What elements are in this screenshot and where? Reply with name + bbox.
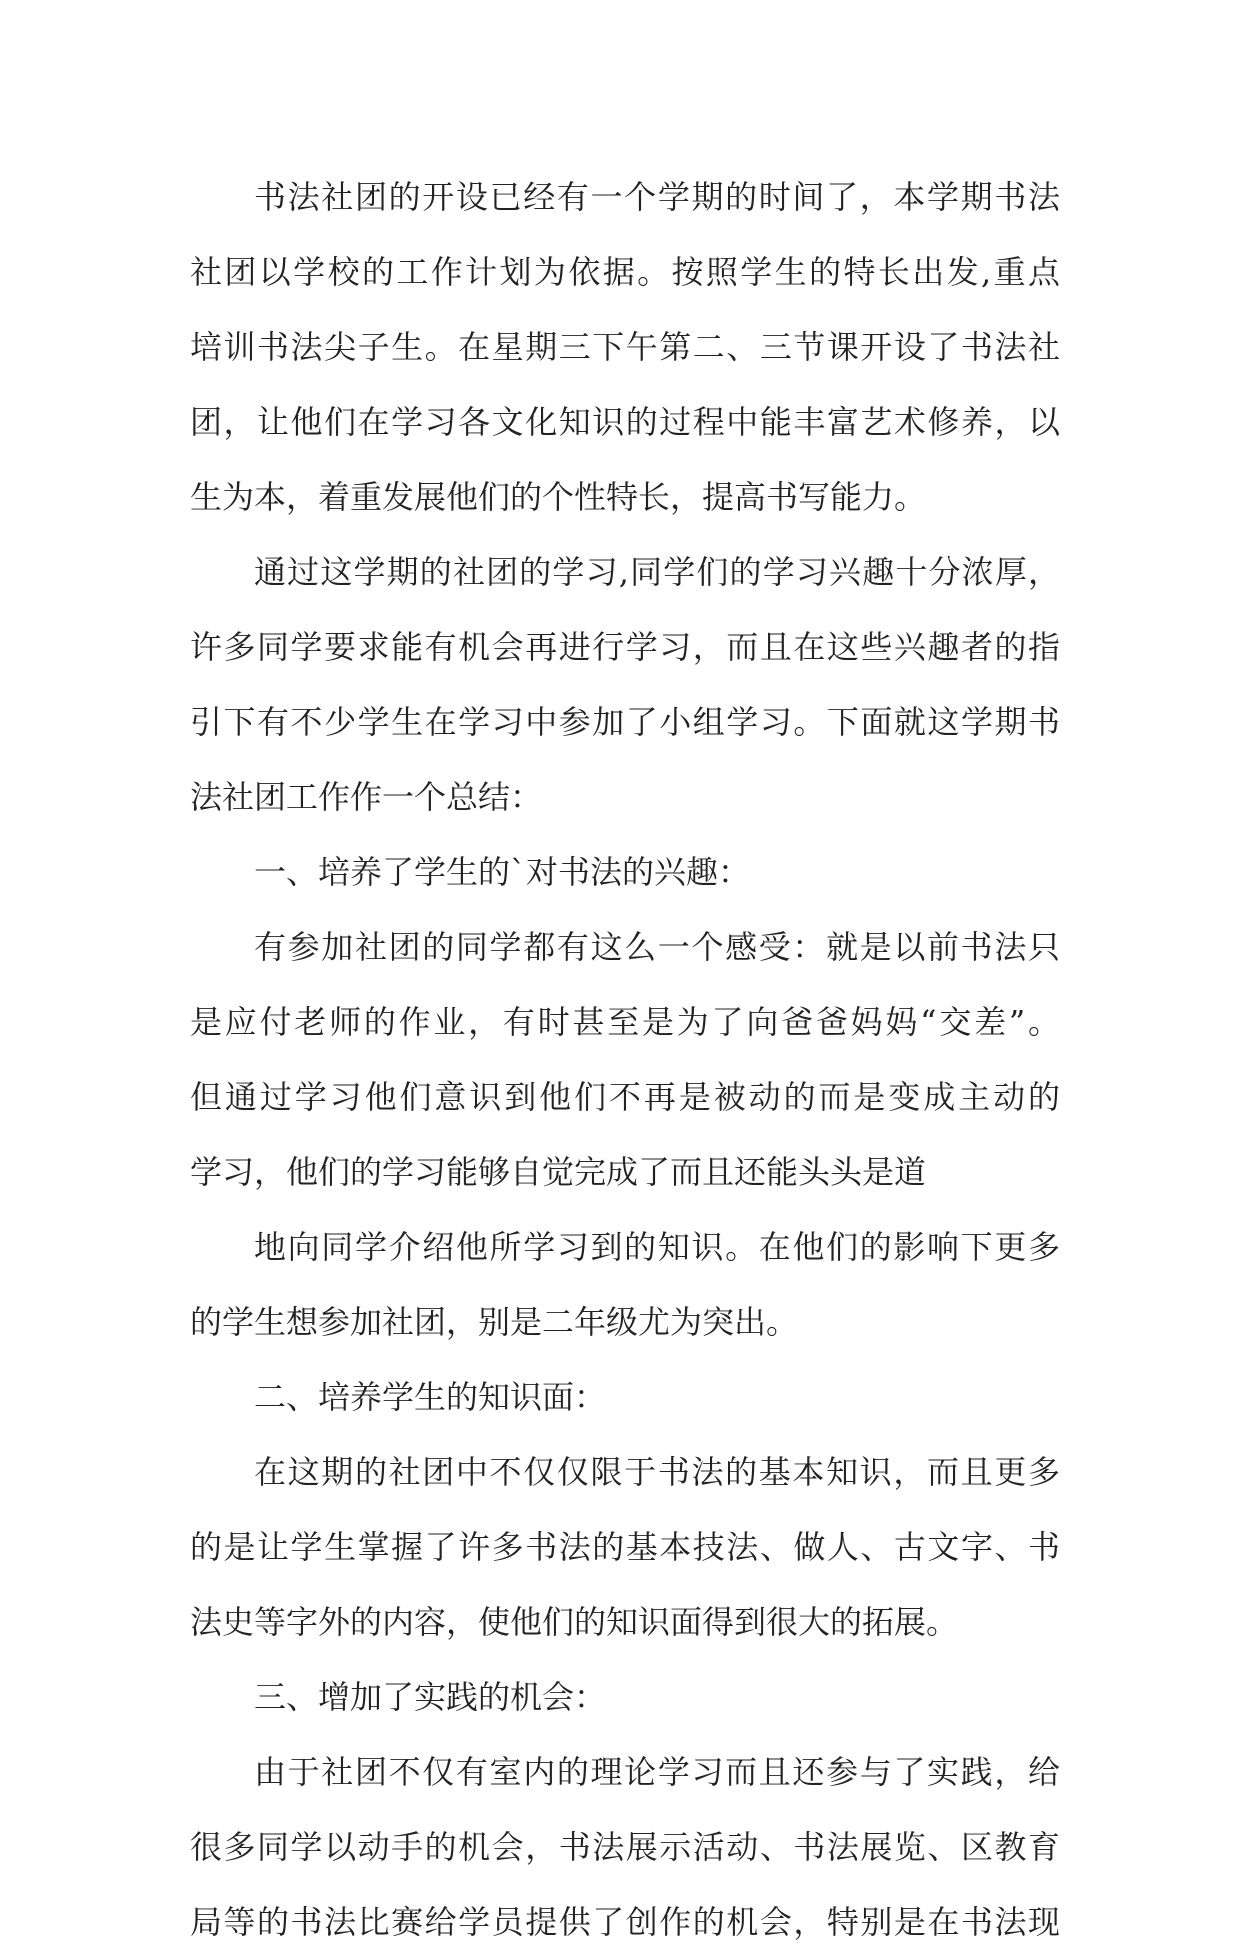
paragraph-3-line-4: 学习，他们的学习能够自觉完成了而且还能头头是道 [190,1153,927,1191]
section-heading-1: 一、培养了学生的`对书法的兴趣： [254,853,751,891]
paragraph-6-line-3: 局等的书法比赛给学员提供了创作的机会，特别是在书法现 [190,1903,1060,1941]
paragraph-3-line-3: 但通过学习他们意识到他们不再是被动的而是变成主动的 [190,1078,1060,1116]
paragraph-1-line-2: 社团以学校的工作计划为依据。按照学生的特长出发,重点 [190,253,1060,291]
paragraph-2-line-4: 法社团工作作一个总结： [190,778,543,816]
section-heading-3: 三、增加了实践的机会： [254,1678,607,1716]
paragraph-1-line-1: 书法社团的开设已经有一个学期的时间了，本学期书法 [254,178,1060,216]
paragraph-5-line-2: 的是让学生掌握了许多书法的基本技法、做人、古文字、书 [190,1528,1060,1566]
paragraph-6-line-2: 很多同学以动手的机会，书法展示活动、书法展览、区教育 [190,1828,1060,1866]
document-body [190,160,1060,1960]
paragraph-5-line-1: 在这期的社团中不仅仅限于书法的基本知识，而且更多 [254,1453,1060,1491]
section-heading-2: 二、培养学生的知识面： [254,1378,607,1416]
paragraph-1-line-3: 培训书法尖子生。在星期三下午第二、三节课开设了书法社 [190,328,1060,366]
paragraph-1-line-4: 团，让他们在学习各文化知识的过程中能丰富艺术修养，以 [190,403,1060,441]
paragraph-1-line-5: 生为本，着重发展他们的个性特长，提高书写能力。 [190,478,927,516]
paragraph-4-line-2: 的学生想参加社团，别是二年级尤为突出。 [190,1303,799,1341]
paragraph-2-line-1: 通过这学期的社团的学习,同学们的学习兴趣十分浓厚， [254,553,1060,591]
paragraph-2-line-2: 许多同学要求能有机会再进行学习，而且在这些兴趣者的指 [190,628,1060,666]
paragraph-4-line-1: 地向同学介绍他所学习到的知识。在他们的影响下更多 [254,1228,1060,1266]
paragraph-2-line-3: 引下有不少学生在学习中参加了小组学习。下面就这学期书 [190,703,1060,741]
paragraph-6-line-1: 由于社团不仅有室内的理论学习而且还参与了实践，给 [254,1753,1060,1791]
paragraph-3-line-1: 有参加社团的同学都有这么一个感受：就是以前书法只 [254,928,1060,966]
paragraph-5-line-3: 法史等字外的内容，使他们的知识面得到很大的拓展。 [190,1603,959,1641]
paragraph-3-line-2: 是应付老师的作业，有时甚至是为了向爸爸妈妈“交差”。 [190,1003,1060,1041]
